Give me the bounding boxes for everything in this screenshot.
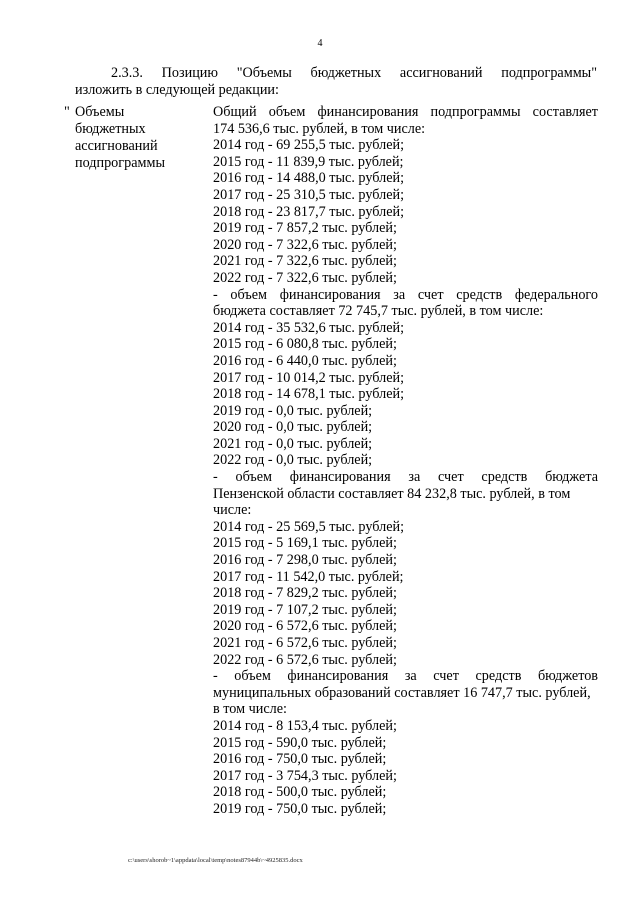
municipal-funding-line: - объем финансирования за счет средств бюджетов: [213, 668, 598, 685]
year-amount-line: 2018 год - 500,0 тыс. рублей;: [213, 784, 387, 801]
year-amount-line: 2020 год - 0,0 тыс. рублей;: [213, 419, 373, 436]
federal-years-list: [213, 320, 598, 469]
year-amount-line: 2017 год - 10 014,2 тыс. рублей;: [213, 369, 405, 386]
year-amount-line: 2018 год - 23 817,7 тыс. рублей;: [213, 203, 405, 220]
municipal-funding-line: муниципальных образований составляет 16 747,7 тыс. рублей,: [213, 684, 591, 701]
year-amount-line: 2014 год - 25 569,5 тыс. рублей;: [213, 518, 405, 535]
year-amount-line: 2017 год - 25 310,5 тыс. рублей;: [213, 186, 405, 203]
regional-funding-line: числе:: [213, 502, 252, 519]
year-amount-line: 2022 год - 0,0 тыс. рублей;: [213, 452, 373, 469]
total-years-list: [213, 137, 598, 286]
year-amount-line: 2021 год - 6 572,6 тыс. рублей;: [213, 635, 397, 651]
year-amount-line: 2017 год - 3 754,3 тыс. рублей;: [213, 767, 397, 784]
year-amount-line: 2015 год - 5 169,1 тыс. рублей;: [213, 535, 397, 552]
year-amount-line: 2019 год - 7 857,2 тыс. рублей;: [213, 220, 397, 237]
position-label: [75, 104, 195, 172]
year-amount-line: 2021 год - 7 322,6 тыс. рублей;: [213, 253, 397, 270]
page-number: 4: [317, 38, 323, 49]
total-funding-line: 174 536,6 тыс. рублей, в том числе:: [213, 120, 426, 137]
footer-file-path: c:\users\shorob~1\appdata\local\temp\notes87944b\~4925835.docx: [128, 857, 303, 864]
year-amount-line: 2015 год - 11 839,9 тыс. рублей;: [213, 153, 404, 170]
year-amount-line: 2019 год - 0,0 тыс. рублей;: [213, 402, 373, 419]
municipal-funding-line: в том числе:: [213, 701, 287, 718]
year-amount-line: 2017 год - 11 542,0 тыс. рублей;: [213, 568, 404, 585]
intro-paragraph: [75, 65, 597, 99]
opening-quote: ": [64, 104, 70, 120]
year-amount-line: 2014 год - 35 532,6 тыс. рублей;: [213, 319, 405, 336]
municipal-years-list: [213, 718, 598, 818]
total-funding-line: Общий объем финансирования подпрограммы составляет: [213, 104, 598, 120]
label-line: ассигнований: [75, 138, 158, 154]
year-amount-line: 2016 год - 750,0 тыс. рублей;: [213, 751, 387, 768]
regional-funding-line: - объем финансирования за счет средств бюджета: [213, 469, 598, 486]
year-amount-line: 2019 год - 750,0 тыс. рублей;: [213, 800, 387, 817]
label-line: Объемы: [75, 104, 125, 120]
federal-funding-line: бюджета составляет 72 745,7 тыс. рублей, в том числе:: [213, 303, 544, 320]
year-amount-line: 2016 год - 7 298,0 тыс. рублей;: [213, 552, 397, 569]
label-line: подпрограммы: [75, 155, 165, 171]
year-amount-line: 2022 год - 6 572,6 тыс. рублей;: [213, 651, 397, 668]
year-amount-line: 2022 год - 7 322,6 тыс. рублей;: [213, 269, 397, 286]
year-amount-line: 2021 год - 0,0 тыс. рублей;: [213, 435, 373, 452]
label-line: бюджетных: [75, 121, 146, 137]
year-amount-line: 2014 год - 69 255,5 тыс. рублей;: [213, 137, 405, 154]
federal-funding-line: - объем финансирования за счет средств федерального: [213, 286, 598, 303]
funding-description: [213, 104, 598, 818]
regional-years-list: [213, 519, 598, 668]
regional-funding-line: Пензенской области составляет 84 232,8 тыс. рублей, в том: [213, 485, 571, 502]
year-amount-line: 2014 год - 8 153,4 тыс. рублей;: [213, 717, 397, 734]
year-amount-line: 2020 год - 6 572,6 тыс. рублей;: [213, 618, 397, 635]
year-amount-line: 2015 год - 590,0 тыс. рублей;: [213, 734, 387, 751]
year-amount-line: 2015 год - 6 080,8 тыс. рублей;: [213, 336, 397, 353]
year-amount-line: 2019 год - 7 107,2 тыс. рублей;: [213, 601, 397, 618]
year-amount-line: 2020 год - 7 322,6 тыс. рублей;: [213, 236, 397, 253]
year-amount-line: 2016 год - 14 488,0 тыс. рублей;: [213, 170, 405, 187]
year-amount-line: 2018 год - 7 829,2 тыс. рублей;: [213, 585, 397, 602]
intro-line-2: изложить в следующей редакции:: [75, 82, 279, 98]
year-amount-line: 2016 год - 6 440,0 тыс. рублей;: [213, 352, 397, 369]
year-amount-line: 2018 год - 14 678,1 тыс. рублей;: [213, 386, 405, 403]
intro-line-1: 2.3.3. Позицию "Объемы бюджетных ассигнований подпрограммы": [111, 65, 597, 81]
